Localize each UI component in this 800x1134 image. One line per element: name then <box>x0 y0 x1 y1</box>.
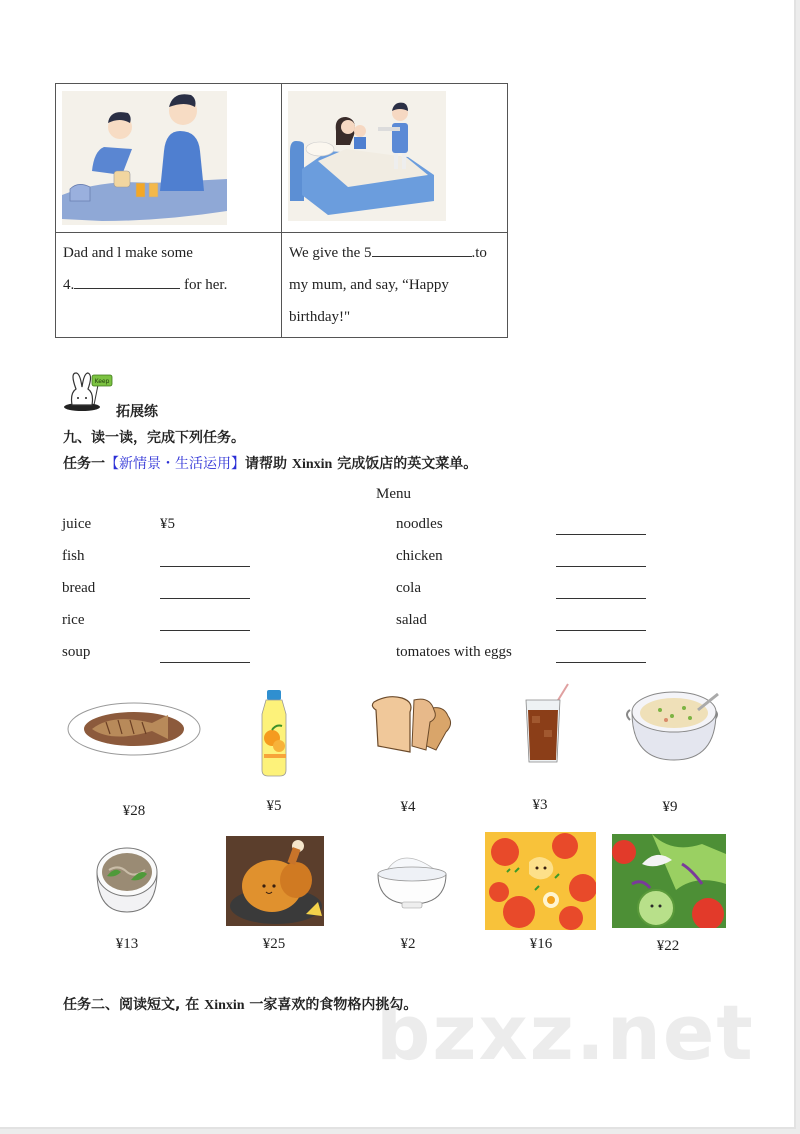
menu-item-name: chicken <box>396 548 443 564</box>
giving-breakfast-to-mum-in-bed-illustration <box>288 91 446 221</box>
menu-title: Menu <box>376 486 411 502</box>
menu-row <box>62 644 262 676</box>
menu-row <box>396 612 656 644</box>
task1-instruction <box>63 453 477 473</box>
food-price: ¥4 <box>400 799 416 815</box>
price-blank[interactable] <box>160 630 250 631</box>
bunny-icon <box>62 371 116 413</box>
menu-item-name: salad <box>396 612 427 628</box>
story-cell-image-2 <box>282 84 508 233</box>
noodles-bowl-image <box>95 840 159 914</box>
story-text-line: my mum, and say, “Happy <box>289 277 449 293</box>
story-text-line: Dad and l make some <box>63 245 193 261</box>
price-blank[interactable] <box>556 566 646 567</box>
price-blank[interactable] <box>556 630 646 631</box>
menu-item-name: tomatoes with eggs <box>396 644 512 660</box>
menu-row <box>396 580 656 612</box>
food-price: ¥9 <box>662 799 678 815</box>
task1-prefix: 任务一 <box>63 456 105 472</box>
food-price: ¥2 <box>400 936 416 952</box>
story-text-line: .to <box>471 245 487 261</box>
task1-name: Xinxin <box>291 457 333 472</box>
task2-name: Xinxin <box>204 998 245 1013</box>
answer-blank-4[interactable] <box>74 275 180 289</box>
story-cell-text-2 <box>282 233 508 338</box>
dad-and-boy-making-juice-illustration <box>62 91 227 225</box>
svg-text:Keep: Keep <box>94 378 110 385</box>
story-cell-image-1 <box>56 84 282 233</box>
rice-bowl-image <box>376 846 448 910</box>
task1-text: 请帮助 <box>245 456 292 472</box>
menu-item-name: fish <box>62 548 85 564</box>
food-price: ¥22 <box>656 938 680 954</box>
menu-row <box>396 548 656 580</box>
menu-item-name: bread <box>62 580 96 596</box>
price-blank[interactable] <box>556 598 646 599</box>
menu-right-column <box>396 516 656 676</box>
story-cell-text-1 <box>56 233 282 338</box>
price-blank[interactable] <box>160 566 250 567</box>
bread-slices-image <box>370 692 460 756</box>
question-number: 4. <box>63 277 75 293</box>
menu-row <box>62 612 262 644</box>
food-price: ¥5 <box>266 798 282 814</box>
menu-row <box>62 580 262 612</box>
food-price: ¥25 <box>262 936 286 952</box>
food-price: ¥13 <box>115 936 139 952</box>
story-text-line: We give the 5 <box>289 245 372 261</box>
soup-pot-image <box>624 686 722 762</box>
story-text-line: for her. <box>180 277 228 293</box>
tomatoes-with-eggs-image <box>485 832 596 930</box>
story-table <box>55 83 508 338</box>
task2-text: 任务二、阅读短文, 在 <box>63 997 205 1013</box>
story-text-line: birthday!" <box>289 309 351 325</box>
price-blank[interactable] <box>160 598 250 599</box>
food-price: ¥16 <box>529 936 553 952</box>
food-price: ¥28 <box>122 803 146 819</box>
watermark: bzxz.net <box>376 988 755 1077</box>
fish-plate-image <box>66 700 202 758</box>
juice-bottle-image <box>256 688 292 778</box>
task2-text: 一家喜欢的食物格内挑勾。 <box>244 997 418 1013</box>
question-title: 九、读一读，完成下列任务。 <box>63 430 245 446</box>
price-blank[interactable] <box>160 662 250 663</box>
task1-text: 完成饭店的英文菜单。 <box>332 456 478 472</box>
answer-blank-5[interactable] <box>372 243 472 257</box>
section-label: 拓展练 <box>116 404 158 420</box>
cola-glass-image <box>522 682 572 766</box>
menu-item-name: rice <box>62 612 85 628</box>
price-blank[interactable] <box>556 662 646 663</box>
menu-item-name: cola <box>396 580 421 596</box>
menu-item-name: soup <box>62 644 91 660</box>
price-blank[interactable] <box>556 534 646 535</box>
menu-left-column <box>62 516 262 676</box>
food-price: ¥3 <box>532 797 548 813</box>
menu-row <box>396 516 656 548</box>
roast-chicken-image <box>226 836 324 926</box>
task1-tag: 【新情景・生活运用】 <box>105 456 245 472</box>
menu-row <box>62 516 262 548</box>
task2-instruction <box>63 994 417 1014</box>
menu-item-name: noodles <box>396 516 443 532</box>
menu-item-name: juice <box>62 516 92 532</box>
menu-row <box>396 644 656 676</box>
menu-row <box>62 548 262 580</box>
menu-item-price: ¥5 <box>160 516 175 532</box>
salad-image <box>612 834 726 928</box>
